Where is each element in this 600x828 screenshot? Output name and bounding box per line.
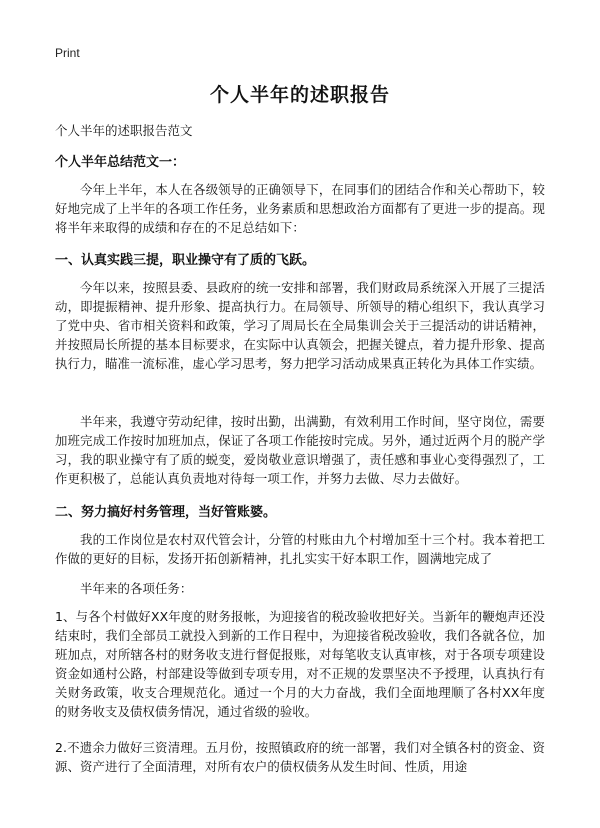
section1-paragraph-2: 半年来，我遵守劳动纪律，按时出勤，出满勤，有效利用工作时间，坚守岗位，需要加班完成工作按时加班加点，保证了各项工作能按时完成。另外，通过近两个月的脱产学习，我的职业操守有了质的蜕变，爱岗敬业意识增强了，责任感和事业心变得强烈了，工作更积极了，总能认真负责地对待每一项工作，并努力去做、尽力去做好。 xyxy=(55,414,545,486)
section2-heading: 二、努力搞好村务管理，当好管账婆。 xyxy=(55,505,277,520)
document-subtitle: 个人半年的述职报告范文 xyxy=(55,123,193,138)
document-title: 个人半年的述职报告 xyxy=(209,84,390,106)
list-item-2: 2.不遗余力做好三资清理。五月份，按照镇政府的统一部署，我们对全镇各村的资金、资源、资产进行了全面清理，对所有农户的债权债务从发生时间、性质，用途 xyxy=(55,740,545,774)
section1-paragraph-1: 今年以来，按照县委、县政府的统一安排和部署，我们财政局系统深入开展了三提活动，即提振精神、提升形象、提高执行力。在局领导、所领导的精心组织下，我认真学习了党中央、省市相关资料和政策，学习了周局长在全局集训会关于三提活动的讲话精神，并按照局长所提的基本目标要求，在实际中认真领会，把握关键点，着力提升形象、提高执行力，瞄准一流标准，虚心学习思考，努力把学习活动成果真正转化为具体工作实绩。 xyxy=(55,280,545,371)
section2-paragraph-1: 我的工作岗位是农村双代管会计，分管的村账由九个村增加至十三个村。我本着把工作做的更好的目标，发扬开拓创新精神，扎扎实实干好本职工作，圆满地完成了 xyxy=(55,532,545,566)
print-label[interactable]: Print xyxy=(55,46,80,60)
section2-paragraph-2: 半年来的各项任务： xyxy=(80,581,193,596)
summary-heading: 个人半年总结范文一： xyxy=(55,155,186,170)
section1-heading: 一、认真实践三提，职业操守有了质的飞跃。 xyxy=(55,253,316,268)
intro-paragraph: 今年上半年，本人在各级领导的正确领导下，在同事们的团结合作和关心帮助下，较好地完成了上半年的各项工作任务，业务素质和思想政治方面都有了更进一步的提高。现将半年来取得的成绩和存在的不足总结如下： xyxy=(55,182,545,235)
list-item-1: 1、与各个村做好XX年度的财务报帐，为迎接省的税改验收把好关。当新年的鞭炮声还没结束时，我们全部员工就投入到新的工作日程中，为迎接省税改验收，我们各就各位，加班加点，对所辖各村的财务收支进行督促报账，对每笔收支认真审核，对于各项专项建设资金如通村公路，村部建设等做到专项专用，对不正规的发票坚决不予授理，认真执行有关财务政策，收支合理规范化。通过一个月的大力奋战，我们全面地理顺了各村XX年度的财务收支及债权债务情况，通过省级的验收。 xyxy=(55,609,545,719)
